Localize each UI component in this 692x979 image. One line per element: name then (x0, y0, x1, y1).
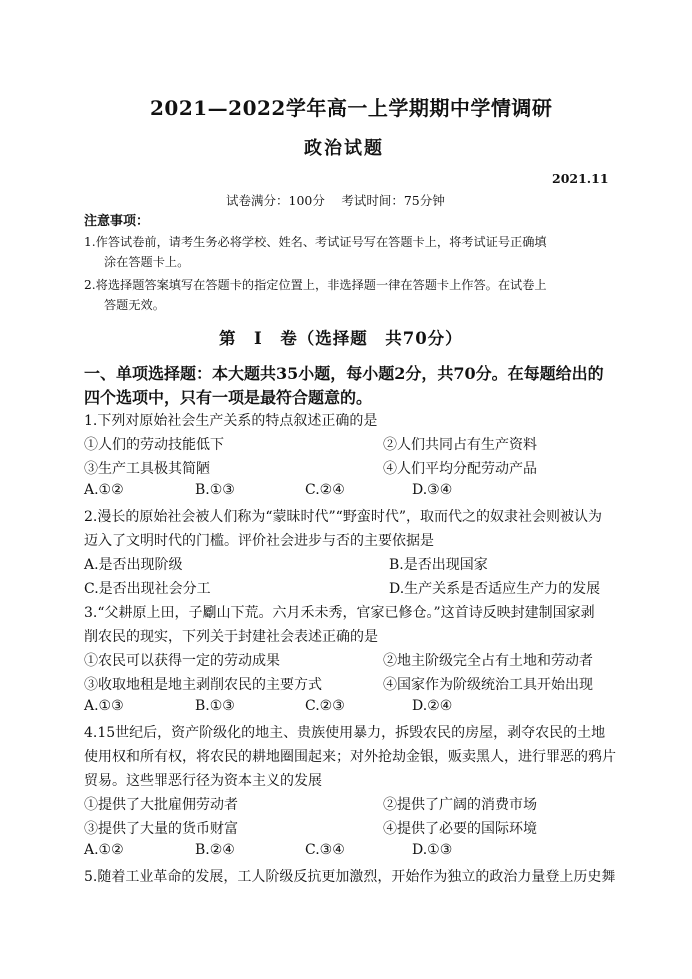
q3-statement-3: ③收取地租是地主剥削农民的主要方式 (84, 677, 322, 693)
notice-item-1-cont: 涂在答题卡上。 (104, 255, 190, 269)
q1-option-b: B.①③ (195, 482, 235, 498)
q4-option-b: B.②④ (195, 842, 235, 858)
notice-item-2: 2.将选择题答案填写在答题卡的指定位置上，非选择题一律在答题卡上作答。在试卷上 (84, 278, 547, 292)
q4-option-d: D.①③ (412, 842, 453, 858)
q3-statement-1: ①农民可以获得一定的劳动成果 (84, 653, 280, 669)
q1-option-d: D.③④ (412, 482, 453, 498)
q3-statement-4: ④国家作为阶级统治工具开始出现 (383, 677, 593, 693)
q3-option-d: D.②④ (412, 698, 453, 714)
subject-title: 政治试题 (304, 138, 384, 159)
q1-statement-4: ④人们平均分配劳动产品 (383, 461, 537, 477)
question-2-stem: 2.漫长的原始社会被人们称为“蒙昧时代”“野蛮时代”，取而代之的奴隶社会则被认为 (84, 509, 602, 525)
question-4-stem-cont-2: 贸易。这些罪恶行径为资本主义的发展 (84, 773, 322, 789)
score-time-info: 试卷满分：100分 考试时间：75分钟 (226, 193, 445, 208)
exam-title: 2021—2022学年高一上学期期中学情调研 (150, 96, 553, 120)
question-3-stem: 3.“父耕原上田，子劚山下荒。六月禾未秀，官家已修仓。”这首诗反映封建制国家剥 (84, 605, 595, 621)
q4-statement-4: ④提供了必要的国际环境 (383, 821, 537, 837)
notice-item-1: 1.作答试卷前，请考生务必将学校、姓名、考试证号写在答题卡上，将考试证号正确填 (84, 235, 547, 249)
q2-option-b: B.是否出现国家 (389, 557, 488, 573)
notice-heading: 注意事项： (84, 214, 150, 229)
section-instructions: 一、单项选择题：本大题共35小题，每小题2分，共70分。在每题给出的 (84, 364, 604, 383)
section-instructions-cont: 四个选项中，只有一项是最符合题意的。 (84, 388, 373, 407)
question-2-stem-cont: 迈入了文明时代的门槛。评价社会进步与否的主要依据是 (84, 533, 434, 549)
q4-option-c: C.③④ (305, 842, 345, 858)
q1-option-c: C.②④ (305, 482, 345, 498)
q3-option-c: C.②③ (305, 698, 345, 714)
q2-option-c: C.是否出现社会分工 (84, 581, 211, 597)
q2-option-d: D.生产关系是否适应生产力的发展 (389, 581, 601, 597)
q2-option-a: A.是否出现阶级 (84, 557, 183, 573)
question-4-stem: 4.15世纪后，资产阶级化的地主、贵族使用暴力，拆毁农民的房屋，剥夺农民的土地 (84, 725, 606, 741)
q4-statement-1: ①提供了大批雇佣劳动者 (84, 797, 238, 813)
q4-statement-2: ②提供了广阔的消费市场 (383, 797, 537, 813)
q1-statement-2: ②人们共同占有生产资料 (383, 437, 537, 453)
exam-date: 2021.11 (552, 171, 609, 186)
question-5-stem: 5.随着工业革命的发展，工人阶级反抗更加激烈，开始作为独立的政治力量登上历史舞 (84, 869, 616, 885)
part-title: 第 Ⅰ 卷（选择题 共70分） (219, 329, 463, 348)
q3-option-b: B.①③ (195, 698, 235, 714)
q4-option-a: A.①② (84, 842, 124, 858)
question-3-stem-cont: 削农民的现实，下列关于封建社会表述正确的是 (84, 629, 378, 645)
notice-item-2-cont: 答题无效。 (104, 298, 165, 312)
q4-statement-3: ③提供了大量的货币财富 (84, 821, 238, 837)
question-4-stem-cont: 使用权和所有权，将农民的耕地圈围起来；对外抢劫金银，贩卖黑人，进行罪恶的鸦片 (84, 749, 616, 765)
q1-statement-1: ①人们的劳动技能低下 (84, 437, 224, 453)
q1-option-a: A.①② (84, 482, 124, 498)
q3-statement-2: ②地主阶级完全占有土地和劳动者 (383, 653, 593, 669)
q3-option-a: A.①③ (84, 698, 124, 714)
q1-statement-3: ③生产工具极其简陋 (84, 461, 210, 477)
question-1-stem: 1.下列对原始社会生产关系的特点叙述正确的是 (84, 413, 378, 429)
